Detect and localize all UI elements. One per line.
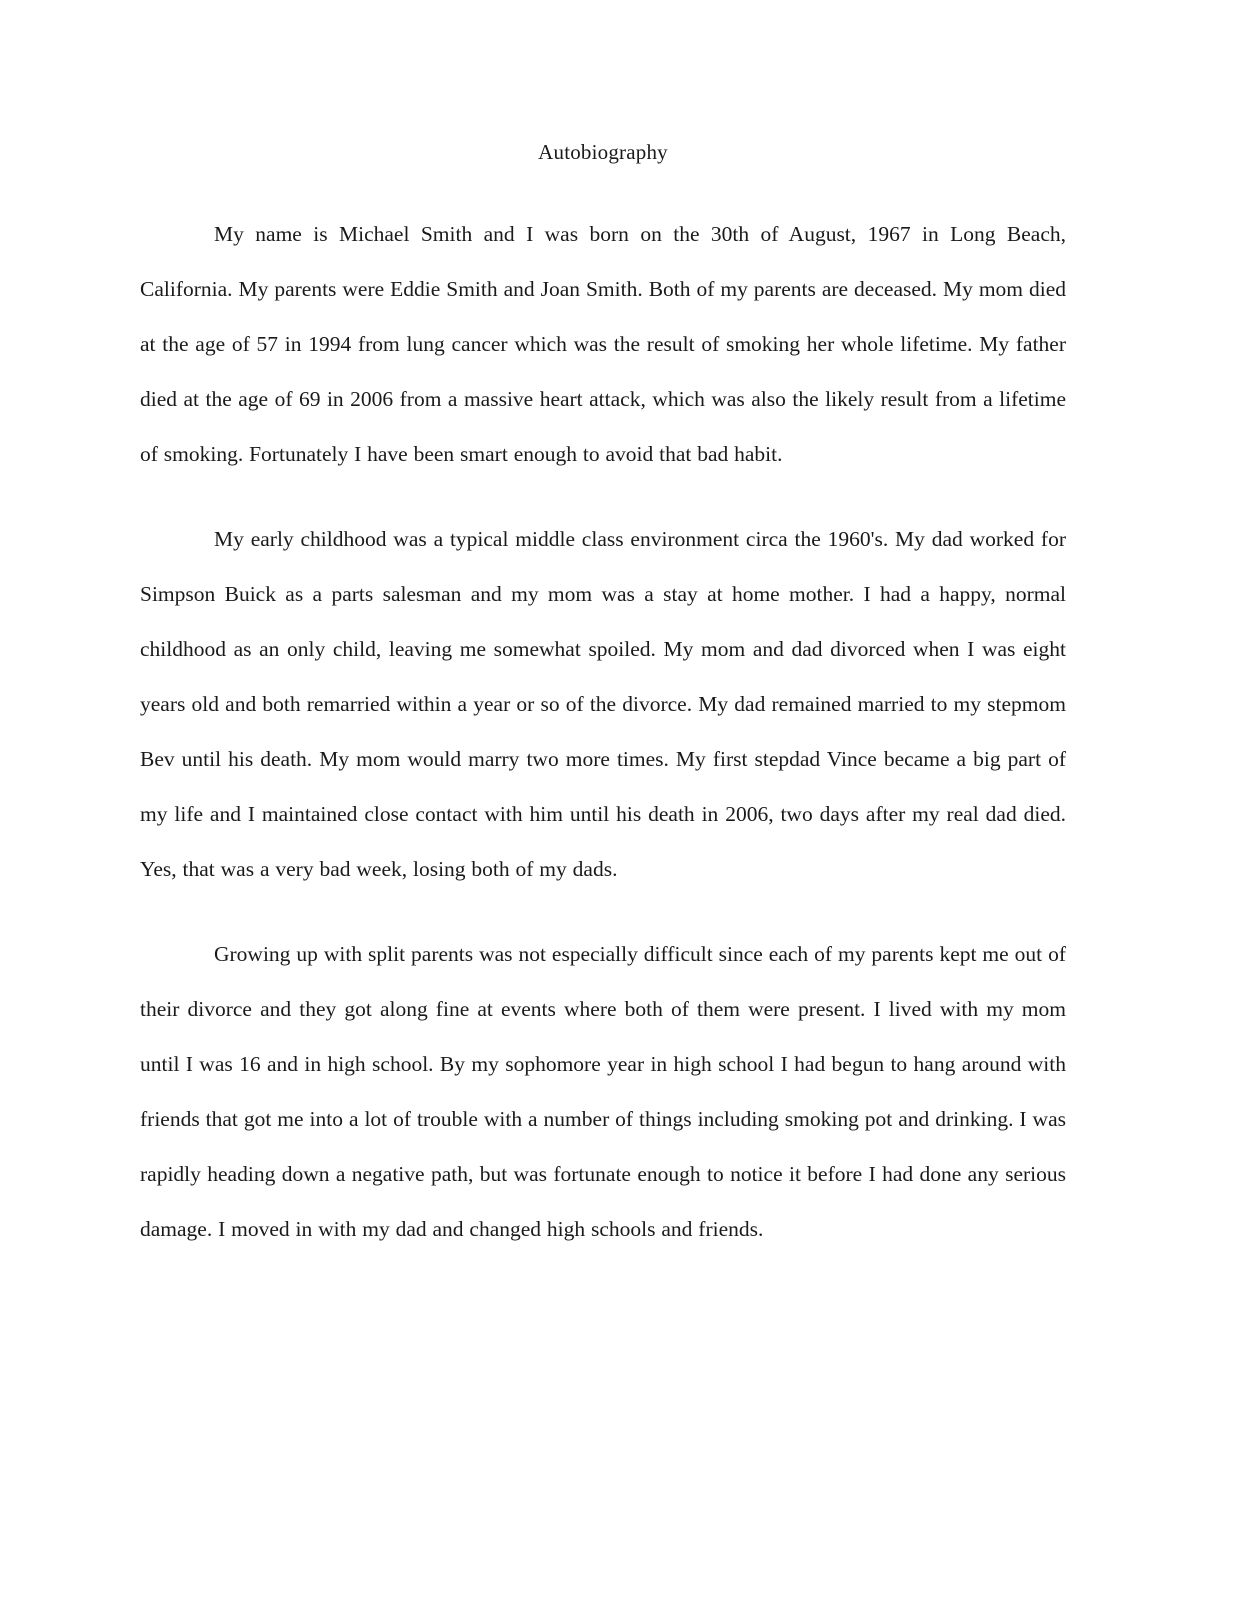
page-title: Autobiography	[538, 140, 668, 164]
body-paragraph: My early childhood was a typical middle class environment circa the 1960's. My dad worked for Simpson Buick as a parts salesman and my mom was a stay at home mother. I had a happy, normal childhood as an only child, leaving me somewhat spoiled. My mom and dad divorced when I was eight years old and both remarried within a year or so of the divorce. My dad remained married to my stepmom Bev until his death. My mom would marry two more times. My first stepdad Vince became a big part of my life and I maintained close contact with him until his death in 2006, two days after my real dad died. Yes, that was a very bad week, losing both of my dads.	[140, 527, 1066, 882]
body-paragraph: Growing up with split parents was not especially difficult since each of my parents kept me out of their divorce and they got along fine at events where both of them were present. I lived with my mom until I was 16 and in high school. By my sophomore year in high school I had begun to hang around with friends that got me into a lot of trouble with a number of things including smoking pot and drinking. I was rapidly heading down a negative path, but was fortunate enough to notice it before I had done any serious damage. I moved in with my dad and changed high schools and friends.	[140, 942, 1066, 1242]
body-paragraph: My name is Michael Smith and I was born on the 30th of August, 1967 in Long Beach, California. My parents were Eddie Smith and Joan Smith. Both of my parents are deceased. My mom died at the age of 57 in 1994 from lung cancer which was the result of smoking her whole lifetime. My father died at the age of 69 in 2006 from a massive heart attack, which was also the likely result from a lifetime of smoking. Fortunately I have been smart enough to avoid that bad habit.	[140, 222, 1066, 467]
